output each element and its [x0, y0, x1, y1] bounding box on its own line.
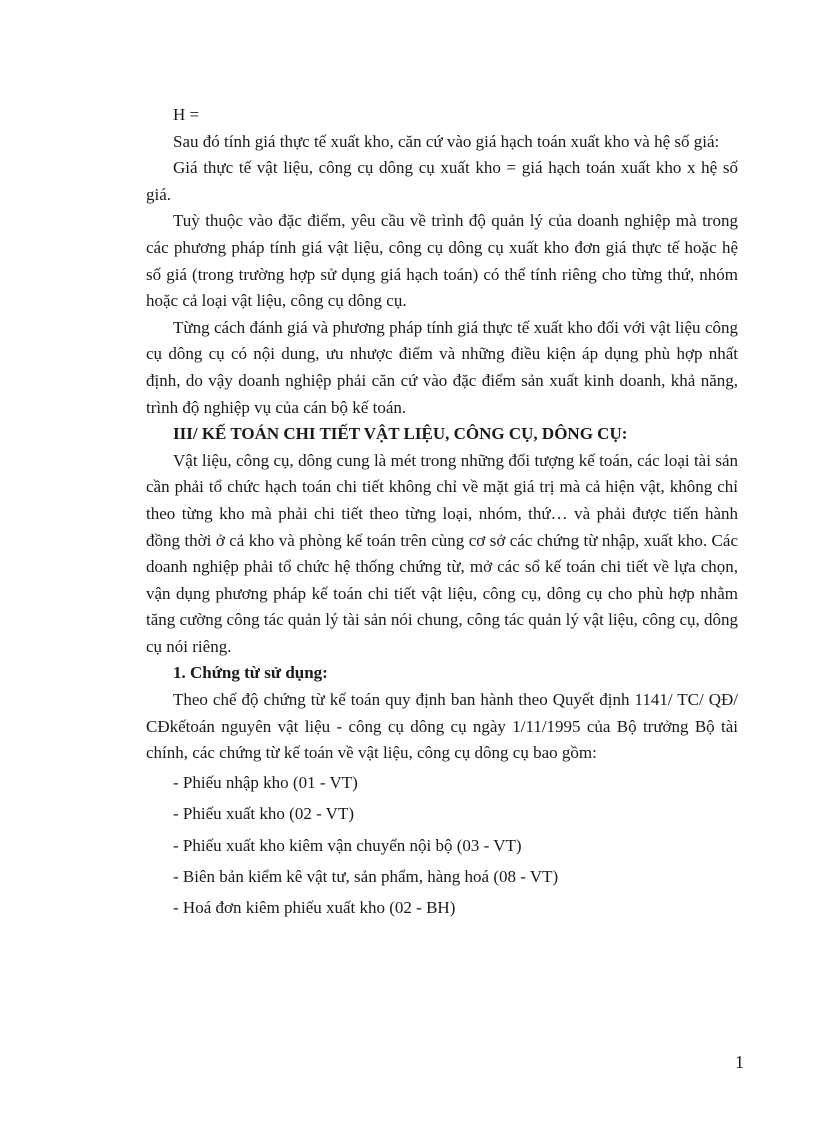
list-item: - Phiếu xuất kho (02 - VT) — [173, 804, 354, 824]
paragraph-document-regime: Theo chế độ chứng từ kế toán quy định ban hành theo Quyết định 1141/ TC/ QĐ/ CĐkếtoán nguyên vật liệu - công cụ dông cụ ngày 1/11/1995 của Bộ trưởng Bộ tài chính, các chứng từ kế toán về vật liệu, công cụ dông cụ bao gồm: — [146, 690, 738, 763]
list-item: - Phiếu nhập kho (01 - VT) — [173, 772, 358, 792]
list-item: - Biên bản kiểm kê vật tư, sản phẩm, hàng hoá (08 - VT) — [173, 867, 559, 887]
list-item: - Phiếu xuất kho kiêm vận chuyển nội bộ (03 - VT) — [173, 835, 522, 855]
document-body — [146, 102, 738, 924]
formula-h: H = — [173, 105, 200, 124]
paragraph-sale-price-calculation: Sau đó tính giá thực tế xuất kho, căn cứ vào giá hạch toán xuất kho và hệ số giá: — [173, 131, 720, 151]
list-item: - Hoá đơn kiêm phiếu xuất kho (02 - BH) — [173, 898, 456, 918]
paragraph-valuation-methods: Từng cách đánh giá và phương pháp tính giá thực tế xuất kho đối với vật liệu công cụ dông cụ có nội dung, ưu nhược điểm và những điều kiện áp dụng phù hợp nhất định, do vậy doanh nghiệp phải căn cứ vào đặc điểm sản xuất kinh doanh, khả năng, trình độ nghiệp vụ của cán bộ kế toán. — [146, 317, 738, 417]
paragraph-depending-on-characteristics: Tuỳ thuộc vào đặc điểm, yêu cầu về trình độ quản lý của doanh nghiệp mà trong các phương pháp tính giá vật liệu, công cụ dông cụ xuất kho đơn giá thực tế hoặc hệ số giá (trong trường hợp sử dụng giá hạch toán) có thể tính riêng cho từng thứ, nhóm hoặc cả loại vật liệu, công cụ dông cụ. — [146, 211, 738, 311]
subsection-heading-documents: 1. Chứng từ sử dụng: — [173, 663, 328, 683]
paragraph-detailed-accounting: Vật liệu, công cụ, dông cung là mét trong những đối tượng kế toán, các loại tài sản cần phải tổ chức hạch toán chi tiết không chỉ về mặt giá trị mà cả hiện vật, không chỉ theo từng kho mà phải chi tiết theo từng loại, nhóm, thứ… và phải được tiến hành đồng thời ở cả kho và phòng kế toán trên cùng cơ sở các chứng từ nhập, xuất kho. Các doanh nghiệp phải tổ chức hệ thống chứng từ, mở các sổ kế toán chi tiết về lựa chọn, vận dụng phương pháp kế toán chi tiết vật liệu, công cụ, dông cụ cho phù hợp nhằm tăng cường công tác quản lý tài sản nói chung, công tác quản lý vật liệu, công cụ, dông cụ nói riêng. — [146, 450, 738, 656]
section-heading-iii: III/ KẾ TOÁN CHI TIẾT VẬT LIỆU, CÔNG CỤ, DÔNG CỤ: — [173, 424, 628, 444]
page-number: 1 — [735, 1052, 744, 1072]
paragraph-actual-price-formula: Giá thực tế vật liệu, công cụ dông cụ xuất kho = giá hạch toán xuất kho x hệ số giá. — [146, 158, 738, 204]
